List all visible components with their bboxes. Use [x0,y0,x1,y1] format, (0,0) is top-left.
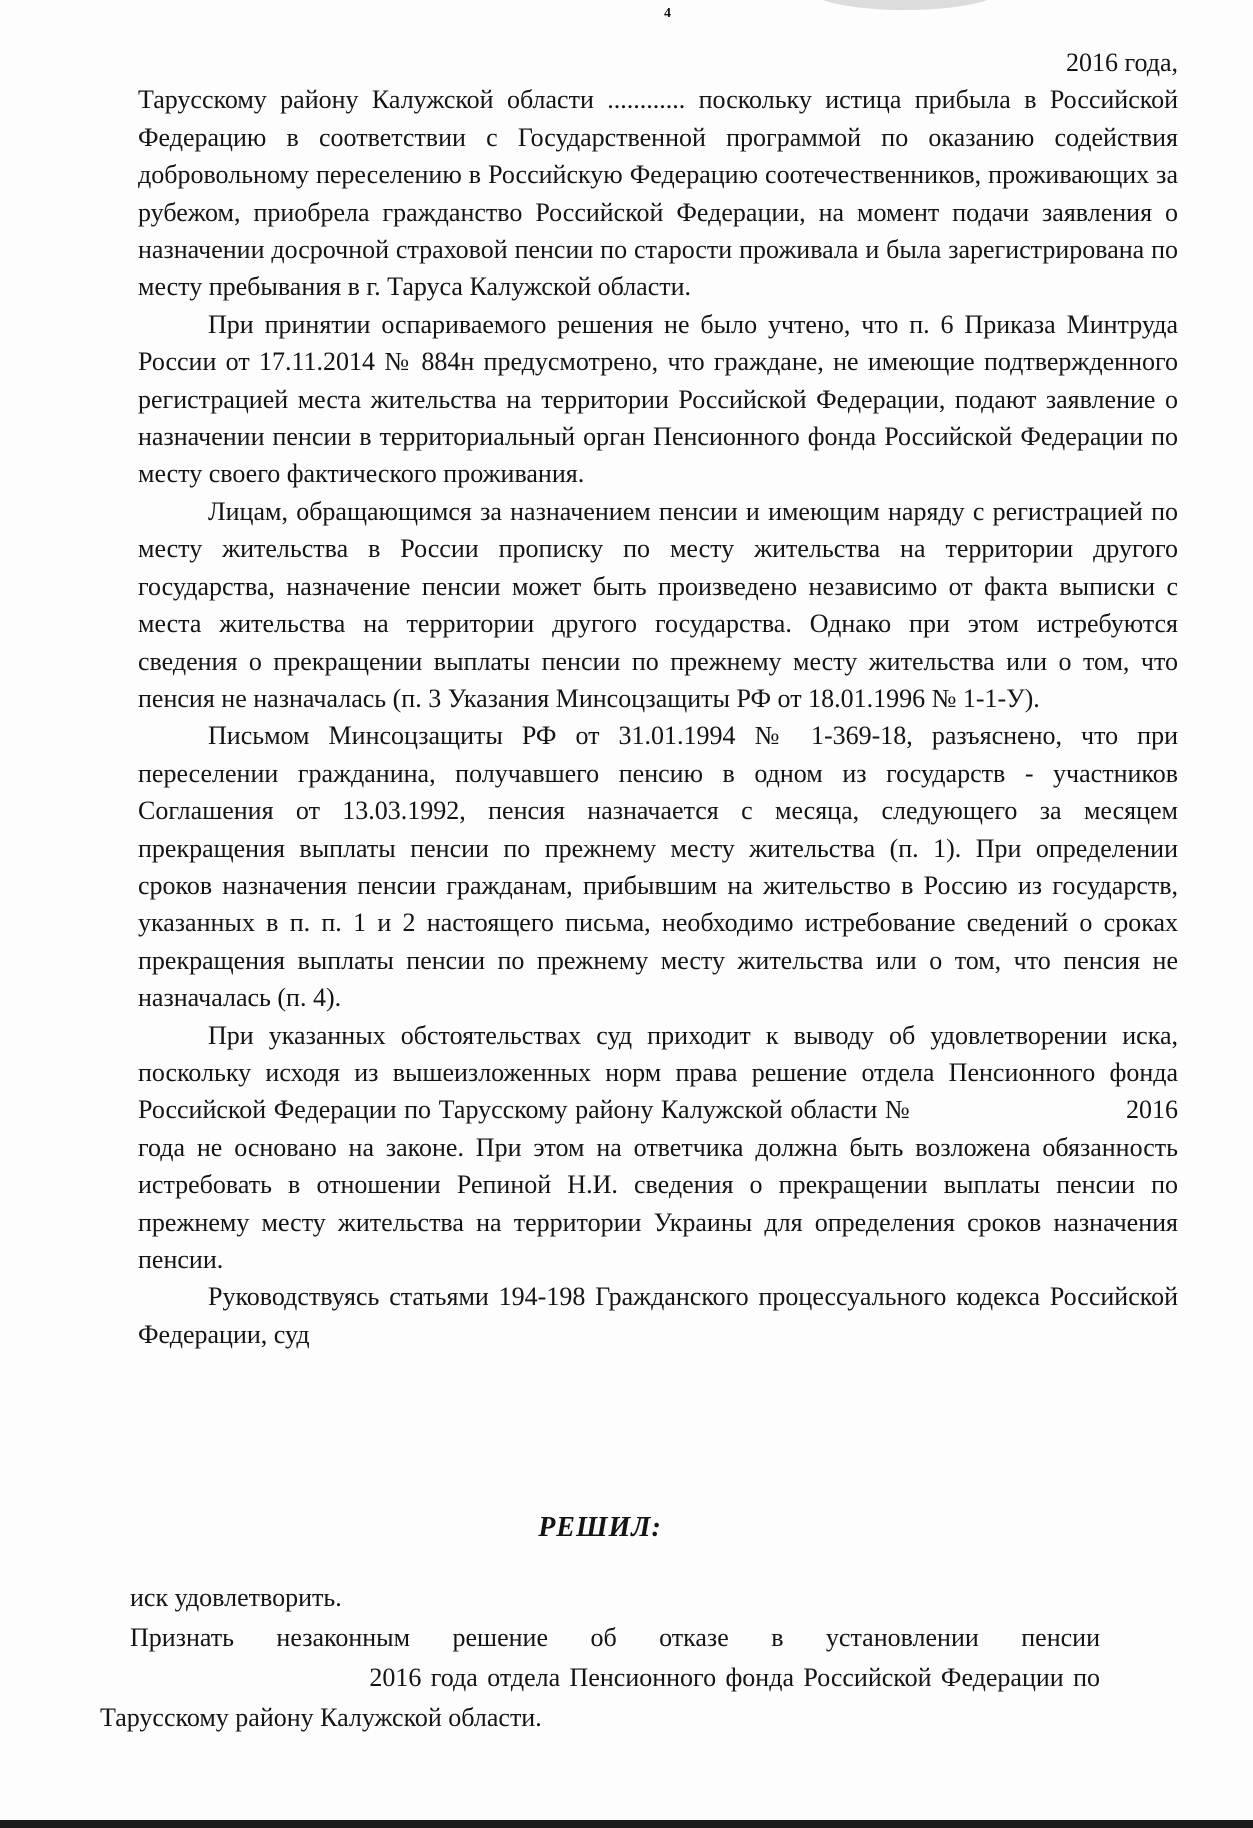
decision-heading: РЕШИЛ: [538,1512,662,1543]
resolution-block [100,1578,1100,1738]
page-number: 4 [664,6,671,21]
paragraph-3: Письмом Минсоцзащиты РФ от 31.01.1994 № 1-369-18, разъяснено, что при переселении гражданина, получавшего пенсию в одном из государств - участников Соглашения от 13.03.1992, пенсия назначается с месяца, следующего за месяцем прекращения выплаты пенсии по прежнему месту жительства (п. 1). При определении сроков назначения пенсии гражданам, прибывшим на жительство в Россию из государств, указанных в п. п. 1 и 2 настоящего письма, необходимо истребование сведений о сроках прекращения выплаты пенсии по прежнему месту жительства или о том, что пенсия не назначалась (п. 4). [138,721,1178,1013]
paragraph-1: При принятии оспариваемого решения не было учтено, что п. 6 Приказа Минтруда России от 17.11.2014 № 884н предусмотрено, что граждане, не имеющие подтвержденного регистрацией места жительства на территории Российской Федерации, подают заявление о назначении пенсии в территориальный орган Пенсионного фонда Российской Федерации по месту своего фактического проживания. [138,309,1178,489]
resolution-line-2-part-b: 2016 года отдела Пенсионного фонда Российской Федерации по Тарусскому району Калужской области. [100,1663,1100,1732]
scan-smudge [810,0,1000,10]
paragraph-4-part-a: При указанных обстоятельствах суд приходит к выводу об удовлетворении иска, поскольку исходя из вышеизложенных норм права решение отдела Пенсионного фонда Российской Федерации по Тарусскому району Калужской области № [138,1020,1178,1125]
paragraph-5: Руководствуясь статьями 194-198 Гражданского процессуального кодекса Российской Федерации, суд [138,1282,1178,1349]
paragraph-2: Лицам, обращающимся за назначением пенсии и имеющим наряду с регистрацией по месту жительства в России прописку по месту жительства на территории другого государства, назначение пенсии может быть произведено независимо от факта выписки с места жительства на территории другого государства. Однако при этом истребуются сведения о прекращении выплаты пенсии по прежнему месту жительства или о том, что пенсия не назначалась (п. 3 Указания Минсоцзащиты РФ от 18.01.1996 № 1-1-У). [138,496,1178,713]
resolution-line-2-part-a: Признать незаконным решение об отказе в установлении пенсии [130,1623,1100,1652]
paragraph-0-date: 2016 года, [1065,48,1178,77]
paragraph-0: Тарусскому району Калужской области ............ поскольку истица прибыла в Российской Федерацию в соответствии с Государственной программой по оказанию содействия добровольному переселению в Российскую Федерацию соотечественников, проживающих за рубежом, приобрела гражданство Российской Федерации, на момент подачи заявления о назначении досрочной страховой пенсии по старости проживала и была зарегистрирована по месту пребывания в г. Таруса Калужской области. [138,85,1178,302]
paragraph-4-part-b: 2016 года не основано на законе. При этом на ответчика должна быть возложена обязанность истребовать в отношении Репиной Н.И. сведения о прекращении выплаты пенсии по прежнему месту жительства на территории Украины для определения сроков назначения пенсии. [138,1095,1179,1274]
paragraph-4 [138,1017,1178,1279]
scan-bottom-edge [0,1820,1253,1828]
resolution-line-1: иск удовлетворить. [130,1583,342,1612]
resolution-line-2 [100,1618,1100,1738]
document-body [138,44,1178,1353]
